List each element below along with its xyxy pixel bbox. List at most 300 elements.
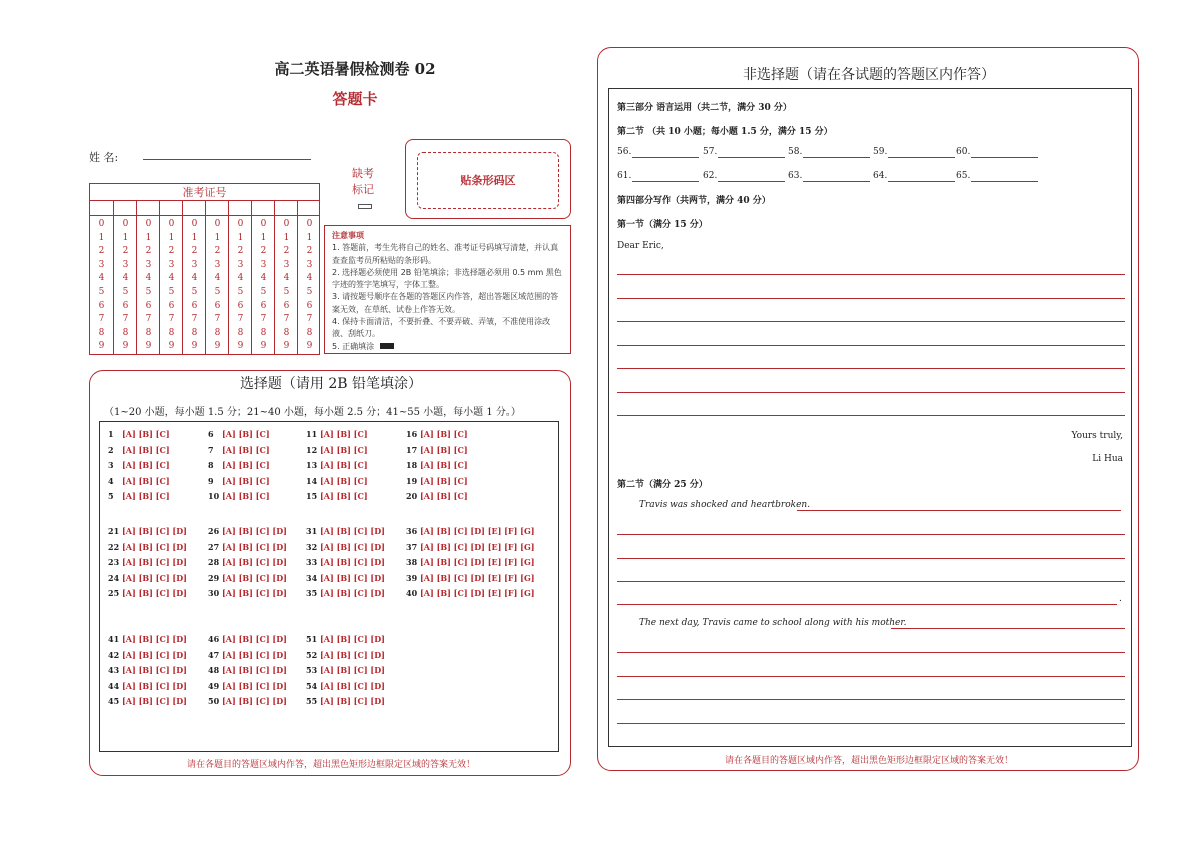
exam-id-digit-bubble[interactable]: 6 <box>191 300 198 311</box>
blank-number: 57. <box>703 147 718 157</box>
blank-answer-line[interactable] <box>971 157 1038 158</box>
exam-id-digit-bubble[interactable]: 1 <box>283 232 290 243</box>
mc-question-25[interactable] <box>108 588 187 598</box>
exam-id-digit-bubble[interactable]: 1 <box>122 232 129 243</box>
question-number: 4 <box>108 475 114 486</box>
sheet-subtitle: 答题卡 <box>332 90 378 108</box>
exam-id-digit-bubble[interactable]: 7 <box>237 314 244 325</box>
exam-id-digit-bubble[interactable]: 8 <box>237 327 244 338</box>
writing-line[interactable] <box>617 274 1125 275</box>
exam-id-digit-bubble[interactable]: 8 <box>168 327 175 338</box>
answer-bubbles[interactable]: [A] [B] [C] <box>122 475 170 486</box>
mc-question-37[interactable] <box>406 542 535 552</box>
answer-bubbles[interactable]: [A] [B] [C] [D] <box>320 572 385 583</box>
exam-id-digit-bubble[interactable]: 7 <box>168 314 175 325</box>
exam-id-digit-bubble[interactable]: 1 <box>260 232 267 243</box>
exam-id-digit-bubble[interactable]: 8 <box>283 327 290 338</box>
exam-id-digit-bubble[interactable]: 0 <box>306 219 313 229</box>
answer-bubbles[interactable]: [A] [B] [C] [D] <box>122 665 187 676</box>
exam-id-digit-bubble[interactable]: 9 <box>283 341 290 352</box>
exam-id-column <box>90 201 113 355</box>
exam-id-digit-bubble[interactable]: 9 <box>168 341 175 352</box>
exam-id-digit-bubble[interactable]: 1 <box>214 232 221 243</box>
question-number: 18 <box>406 460 418 471</box>
exam-id-digit-bubble[interactable]: 4 <box>145 273 152 284</box>
answer-bubbles[interactable]: [A] [B] [C] <box>320 475 368 486</box>
question-number: 28 <box>208 557 220 568</box>
answer-bubbles[interactable]: [A] [B] [C] [D] <box>320 541 385 552</box>
exam-id-digit-bubble[interactable]: 9 <box>122 341 129 352</box>
part4-heading: 第四部分写作（共两节，满分 40 分） <box>617 196 771 206</box>
exam-id-digit-bubble[interactable]: 3 <box>122 259 129 270</box>
exam-id-digit-bubble[interactable]: 6 <box>122 300 129 311</box>
answer-bubbles[interactable]: [A] [B] [C] <box>222 444 270 455</box>
exam-id-digit-bubble[interactable]: 6 <box>145 300 152 311</box>
mc-question-50[interactable] <box>208 696 287 706</box>
question-number: 55 <box>306 696 318 707</box>
mc-question-40[interactable] <box>406 588 535 598</box>
mc-question-43[interactable] <box>108 665 187 675</box>
mc-question-35[interactable] <box>306 588 385 598</box>
exam-id-column <box>205 201 228 355</box>
mc-question-9[interactable] <box>208 476 270 486</box>
exam-id-digit-bubble[interactable]: 7 <box>306 314 313 325</box>
mc-question-31[interactable] <box>306 526 385 536</box>
exam-id-digit-bubble[interactable]: 5 <box>122 287 129 297</box>
exam-id-digit-bubble[interactable]: 6 <box>237 300 244 311</box>
mc-question-47[interactable] <box>208 650 287 660</box>
exam-id-digit-bubble[interactable]: 2 <box>214 246 221 257</box>
answer-bubbles[interactable]: [A] [B] [C] [D] <box>320 680 385 691</box>
exam-id-digit-bubble[interactable]: 0 <box>98 219 105 229</box>
blank-answer-line[interactable] <box>888 157 955 158</box>
answer-bubbles[interactable]: [A] [B] [C] [D] <box>222 572 287 583</box>
answer-bubbles[interactable]: [A] [B] [C] <box>222 460 270 471</box>
mc-question-21[interactable] <box>108 526 187 536</box>
blank-number: 56. <box>617 147 632 157</box>
mc-question-53[interactable] <box>306 665 385 675</box>
exam-id-digit-bubble[interactable]: 0 <box>122 219 129 229</box>
exam-id-digit-bubble[interactable]: 8 <box>306 327 313 338</box>
answer-bubbles[interactable]: [A] [B] [C] [D] <box>320 588 385 599</box>
exam-id-digit-bubble[interactable]: 8 <box>260 327 267 338</box>
exam-id-digit-bubble[interactable]: 3 <box>191 259 198 270</box>
exam-id-digit-bubble[interactable]: 7 <box>283 314 290 325</box>
mc-question-51[interactable] <box>306 634 385 644</box>
mc-question-16[interactable] <box>406 429 468 439</box>
mc-question-7[interactable] <box>208 445 270 455</box>
exam-id-digit-bubble[interactable]: 4 <box>122 273 129 284</box>
ns-title: 非选择题（请在各试题的答题区内作答） <box>743 67 995 83</box>
exam-id-digit-bubble[interactable]: 5 <box>260 287 267 297</box>
exam-id-digit-bubble[interactable]: 2 <box>260 246 267 257</box>
answer-bubbles[interactable]: [A] [B] [C] [D] <box>222 665 287 676</box>
exam-id-digit-bubble[interactable]: 4 <box>306 273 313 284</box>
ns-warning: 请在各题目的答题区域内作答，超出黑色矩形边框限定区域的答案无效！ <box>724 756 1013 766</box>
question-number: 53 <box>306 665 318 676</box>
exam-id-digit-bubble[interactable]: 8 <box>145 327 152 338</box>
question-number: 10 <box>208 491 220 502</box>
notes-item: 4. 保持卡面清洁，不要折叠、不要弄破、弄皱，不准使用涂改液、刮纸刀。 <box>332 317 551 339</box>
exam-id-digit-bubble[interactable]: 6 <box>168 300 175 311</box>
exam-id-column <box>274 201 297 355</box>
exam-id-digit-bubble[interactable]: 1 <box>191 232 198 243</box>
answer-bubbles[interactable]: [A] [B] [C] <box>222 491 270 502</box>
exam-id-digit-bubble[interactable]: 3 <box>306 259 313 270</box>
para2-writing-line[interactable] <box>891 628 1125 629</box>
question-number: 32 <box>306 541 318 552</box>
mc-question-38[interactable] <box>406 557 535 567</box>
question-number: 52 <box>306 649 318 660</box>
answer-bubbles[interactable]: [A] [B] [C] [D] <box>222 541 287 552</box>
answer-bubbles[interactable]: [A] [B] [C] [D] <box>222 557 287 568</box>
barcode-label: 贴条形码区 <box>417 152 559 209</box>
blank-answer-line[interactable] <box>632 157 699 158</box>
writing-line[interactable] <box>617 558 1125 559</box>
answer-bubbles[interactable]: [A] [B] [C] [D] [E] [F] [G] <box>420 526 535 536</box>
exam-id-digit-bubble[interactable]: 3 <box>214 259 221 270</box>
exam-id-digit-bubble[interactable]: 0 <box>283 219 290 229</box>
exam-id-digit-bubble[interactable]: 8 <box>98 327 105 338</box>
exam-id-digit-bubble[interactable]: 1 <box>237 232 244 243</box>
exam-id-digit-bubble[interactable]: 4 <box>283 273 290 284</box>
exam-id-digit-bubble[interactable]: 3 <box>98 259 105 270</box>
exam-id-digit-bubble[interactable]: 9 <box>260 341 267 352</box>
mc-question-14[interactable] <box>306 476 368 486</box>
mc-question-49[interactable] <box>208 681 287 691</box>
question-number: 30 <box>208 588 220 599</box>
exam-id-digit-bubble[interactable]: 3 <box>168 259 175 270</box>
exam-id-digit-bubble[interactable]: 0 <box>260 219 267 229</box>
question-number: 22 <box>108 541 120 552</box>
answer-bubbles[interactable]: [A] [B] [C] [D] <box>222 634 287 644</box>
writing-line[interactable] <box>617 652 1125 653</box>
mc-question-10[interactable] <box>208 491 270 501</box>
writing-line[interactable] <box>617 581 1125 582</box>
exam-id-digit-bubble[interactable]: 5 <box>98 287 105 297</box>
notes-item-last <box>332 341 563 353</box>
question-number: 26 <box>208 526 220 536</box>
exam-id-digit-bubble[interactable]: 0 <box>168 219 175 229</box>
exam-id-digit-bubble[interactable]: 6 <box>283 300 290 311</box>
mc-question-12[interactable] <box>306 445 368 455</box>
exam-id-digit-bubble[interactable]: 4 <box>191 273 198 284</box>
mc-question-15[interactable] <box>306 491 368 501</box>
question-number: 27 <box>208 541 220 552</box>
answer-bubbles[interactable]: [A] [B] [C] <box>222 429 270 439</box>
exam-id-label: 准考证号 <box>90 184 319 201</box>
question-number: 9 <box>208 475 214 486</box>
question-number: 13 <box>306 460 318 471</box>
exam-id-digit-bubble[interactable]: 3 <box>237 259 244 270</box>
writing-line[interactable] <box>617 345 1125 346</box>
answer-bubbles[interactable]: [A] [B] [C] [D] <box>222 696 287 707</box>
answer-bubbles[interactable]: [A] [B] [C] [D] <box>320 696 385 707</box>
exam-id-digit-bubble[interactable]: 7 <box>145 314 152 325</box>
question-number: 46 <box>208 634 220 644</box>
barcode-area <box>405 139 571 219</box>
name-field[interactable] <box>143 159 311 160</box>
notes-item: 2. 选择题必须使用 2B 铅笔填涂；非选择题必须用 0.5 mm 黑色字迹的签字笔填写，字体工整。 <box>332 267 562 290</box>
mc-question-8[interactable] <box>208 460 270 470</box>
answer-bubbles[interactable]: [A] [B] [C] <box>122 491 170 502</box>
exam-id-digit-bubble[interactable]: 6 <box>306 300 313 311</box>
exam-id-digit-bubble[interactable]: 2 <box>306 246 313 257</box>
mc-question-36[interactable] <box>406 526 535 536</box>
mc-question-29[interactable] <box>208 573 287 583</box>
exam-id-digit-bubble[interactable]: 2 <box>122 246 129 257</box>
mc-question-39[interactable] <box>406 573 535 583</box>
mc-question-4[interactable] <box>108 476 170 486</box>
blank-answer-line[interactable] <box>632 181 699 182</box>
mc-question-3[interactable] <box>108 460 170 470</box>
notes-box <box>324 225 571 354</box>
writing-line[interactable] <box>617 321 1125 322</box>
question-number: 24 <box>108 572 120 583</box>
exam-id-digit-bubble[interactable]: 7 <box>122 314 129 325</box>
notes-item: 1. 答题前，考生先将自己的姓名、准考证号码填写清楚，并认真查查监考员所粘贴的条形码。 <box>332 243 559 265</box>
exam-id-digit-bubble[interactable]: 8 <box>191 327 198 338</box>
answer-bubbles[interactable]: [A] [B] [C] [D] <box>122 696 187 707</box>
writing-line[interactable] <box>617 604 1117 605</box>
question-number: 38 <box>406 557 418 568</box>
blank-answer-line[interactable] <box>718 181 785 182</box>
answer-bubbles[interactable]: [A] [B] [C] [D] <box>320 665 385 676</box>
mc-question-44[interactable] <box>108 681 187 691</box>
mc-question-52[interactable] <box>306 650 385 660</box>
mc-question-45[interactable] <box>108 696 187 706</box>
answer-bubbles[interactable]: [A] [B] [C] [D] <box>122 634 187 644</box>
exam-id-digit-bubble[interactable]: 1 <box>145 232 152 243</box>
blank-answer-line[interactable] <box>888 181 955 182</box>
mc-question-6[interactable] <box>208 429 270 439</box>
question-number: 2 <box>108 444 114 455</box>
exam-id-digit-bubble[interactable]: 5 <box>145 287 152 297</box>
mc-question-42[interactable] <box>108 650 187 660</box>
mc-question-55[interactable] <box>306 696 385 706</box>
exam-id-digit-bubble[interactable]: 4 <box>260 273 267 284</box>
answer-bubbles[interactable]: [A] [B] [C] [D] <box>222 649 287 660</box>
exam-id-digit-bubble[interactable]: 3 <box>283 259 290 270</box>
mc-question-30[interactable] <box>208 588 287 598</box>
question-number: 25 <box>108 588 120 599</box>
writing-line[interactable] <box>617 723 1125 724</box>
question-number: 43 <box>108 665 120 676</box>
multiple-choice-section <box>89 370 571 776</box>
exam-id-digit-bubble[interactable]: 4 <box>237 273 244 284</box>
answer-bubbles[interactable]: [A] [B] [C] [D] [E] [F] [G] <box>420 557 535 568</box>
name-label: 姓 名: <box>89 151 119 164</box>
exam-id-digit-bubble[interactable]: 0 <box>214 219 221 229</box>
exam-id-digit-bubble[interactable]: 9 <box>191 341 198 352</box>
mc-title: 选择题（请用 2B 铅笔填涂） <box>239 376 423 392</box>
blank-answer-line[interactable] <box>803 157 870 158</box>
answer-bubbles[interactable]: [A] [B] [C] [D] <box>122 526 187 536</box>
mc-question-1[interactable] <box>108 429 170 439</box>
mc-question-46[interactable] <box>208 634 287 644</box>
mc-question-26[interactable] <box>208 526 287 536</box>
writing-line[interactable] <box>617 298 1125 299</box>
writing-line[interactable] <box>617 415 1125 416</box>
answer-bubbles[interactable]: [A] [B] [C] [D] <box>122 649 187 660</box>
question-number: 45 <box>108 696 120 707</box>
exam-id-digit-bubble[interactable]: 1 <box>306 232 313 243</box>
exam-id-digit-bubble[interactable]: 8 <box>214 327 221 338</box>
writing-line[interactable] <box>617 368 1125 369</box>
mc-question-32[interactable] <box>306 542 385 552</box>
exam-id-digit-bubble[interactable]: 1 <box>98 232 105 243</box>
question-number: 12 <box>306 444 318 455</box>
answer-bubbles[interactable]: [A] [B] [C] <box>420 475 468 486</box>
answer-bubbles[interactable]: [A] [B] [C] [D] <box>320 557 385 568</box>
exam-id-digit-bubble[interactable]: 8 <box>122 327 129 338</box>
question-number: 11 <box>306 429 318 439</box>
mc-question-34[interactable] <box>306 573 385 583</box>
answer-bubbles[interactable]: [A] [B] [C] <box>420 429 468 439</box>
answer-bubbles[interactable]: [A] [B] [C] [D] <box>122 680 187 691</box>
answer-bubbles[interactable]: [A] [B] [C] <box>320 444 368 455</box>
exam-id-digit-bubble[interactable]: 4 <box>98 273 105 284</box>
question-number: 37 <box>406 541 418 552</box>
exam-id-digit-bubble[interactable]: 9 <box>145 341 152 352</box>
question-number: 8 <box>208 460 214 471</box>
answer-bubbles[interactable]: [A] [B] [C] [D] <box>320 634 385 644</box>
mc-question-11[interactable] <box>306 429 368 439</box>
closing: Yours truly, <box>1071 431 1123 441</box>
salutation: Dear Eric, <box>617 241 664 251</box>
mc-question-48[interactable] <box>208 665 287 675</box>
written-section <box>597 47 1139 771</box>
exam-id-digit-bubble[interactable]: 3 <box>260 259 267 270</box>
answer-bubbles[interactable]: [A] [B] [C] <box>420 444 468 455</box>
answer-bubbles[interactable]: [A] [B] [C] [D] <box>320 649 385 660</box>
answer-bubbles[interactable]: [A] [B] [C] <box>320 429 368 439</box>
question-number: 47 <box>208 649 220 660</box>
exam-id-digit-bubble[interactable]: 2 <box>168 246 175 257</box>
mc-question-17[interactable] <box>406 445 468 455</box>
exam-id-digit-bubble[interactable]: 9 <box>98 341 105 352</box>
exam-id-column <box>182 201 205 355</box>
exam-id-digit-bubble[interactable]: 6 <box>98 300 105 311</box>
answer-bubbles[interactable]: [A] [B] [C] [D] <box>222 680 287 691</box>
answer-bubbles[interactable]: [A] [B] [C] [D] <box>122 588 187 599</box>
mc-question-5[interactable] <box>108 491 170 501</box>
mc-question-33[interactable] <box>306 557 385 567</box>
writing-line[interactable] <box>617 392 1125 393</box>
answer-bubbles[interactable]: [A] [B] [C] <box>320 460 368 471</box>
exam-id-digit-bubble[interactable]: 5 <box>283 287 290 297</box>
mc-question-24[interactable] <box>108 573 187 583</box>
exam-id-digit-bubble[interactable]: 5 <box>214 287 221 297</box>
question-number: 36 <box>406 526 418 536</box>
writing-line[interactable] <box>617 699 1125 700</box>
answer-bubbles[interactable]: [A] [B] [C] <box>122 460 170 471</box>
answer-bubbles[interactable]: [A] [B] [C] <box>420 491 468 502</box>
sheet-title: 高二英语暑假检测卷 02 <box>274 60 436 78</box>
mc-question-41[interactable] <box>108 634 187 644</box>
blank-answer-line[interactable] <box>718 157 785 158</box>
answer-bubbles[interactable]: [A] [B] [C] <box>122 429 170 439</box>
fill-sample-mark <box>380 343 394 349</box>
exam-id-digit-bubble[interactable]: 2 <box>98 246 105 257</box>
question-number: 23 <box>108 557 120 568</box>
mc-answer-grid <box>99 421 559 752</box>
exam-id-column <box>297 201 320 355</box>
answer-bubbles[interactable]: [A] [B] [C] <box>222 475 270 486</box>
exam-id-digit-bubble[interactable]: 9 <box>237 341 244 352</box>
answer-bubbles[interactable]: [A] [B] [C] <box>320 491 368 502</box>
mc-question-27[interactable] <box>208 542 287 552</box>
mc-note: （1~20 小题，每小题 1.5 分；21~40 小题，每小题 2.5 分；41~55 小题，每小题 1 分。） <box>104 407 521 418</box>
answer-bubbles[interactable]: [A] [B] [C] [D] [E] [F] [G] <box>420 588 535 599</box>
exam-id-digit-bubble[interactable]: 6 <box>214 300 221 311</box>
exam-id-digit-bubble[interactable]: 2 <box>145 246 152 257</box>
exam-id-digit-bubble[interactable]: 6 <box>260 300 267 311</box>
writing-line[interactable] <box>617 534 1125 535</box>
sec2-heading: 第二节 （共 10 小题；每小题 1.5 分，满分 15 分） <box>617 127 833 137</box>
exam-id-digit-bubble[interactable]: 2 <box>283 246 290 257</box>
answer-bubbles[interactable]: [A] [B] [C] <box>420 460 468 471</box>
mc-question-2[interactable] <box>108 445 170 455</box>
exam-id-digit-bubble[interactable]: 7 <box>98 314 105 325</box>
exam-id-digit-bubble[interactable]: 5 <box>237 287 244 297</box>
exam-id-digit-bubble[interactable]: 2 <box>237 246 244 257</box>
exam-id-digit-bubble[interactable]: 9 <box>306 341 313 352</box>
mc-question-13[interactable] <box>306 460 368 470</box>
answer-bubbles[interactable]: [A] [B] [C] [D] <box>222 588 287 599</box>
exam-id-digit-bubble[interactable]: 3 <box>145 259 152 270</box>
exam-id-digit-bubble[interactable]: 4 <box>168 273 175 284</box>
exam-id-digit-bubble[interactable]: 2 <box>191 246 198 257</box>
mc-question-18[interactable] <box>406 460 468 470</box>
blank-number: 59. <box>873 147 888 157</box>
mc-question-23[interactable] <box>108 557 187 567</box>
para1-writing-line[interactable] <box>797 510 1121 511</box>
exam-id-digit-bubble[interactable]: 5 <box>168 287 175 297</box>
writing-line[interactable] <box>617 676 1125 677</box>
answer-bubbles[interactable]: [A] [B] [C] [D] <box>320 526 385 536</box>
answer-bubbles[interactable]: [A] [B] [C] [D] <box>122 541 187 552</box>
period-mark: . <box>1119 594 1122 604</box>
mc-question-19[interactable] <box>406 476 468 486</box>
blank-answer-line[interactable] <box>803 181 870 182</box>
exam-id-digit-bubble[interactable]: 7 <box>214 314 221 325</box>
answer-bubbles[interactable]: [A] [B] [C] [D] <box>122 557 187 568</box>
answer-bubbles[interactable]: [A] [B] [C] <box>122 444 170 455</box>
exam-id-digit-bubble[interactable]: 7 <box>260 314 267 325</box>
mc-question-54[interactable] <box>306 681 385 691</box>
exam-id-digit-bubble[interactable]: 0 <box>191 219 198 229</box>
mc-question-20[interactable] <box>406 491 468 501</box>
answer-bubbles[interactable]: [A] [B] [C] [D] <box>122 572 187 583</box>
exam-id-digit-bubble[interactable]: 5 <box>191 287 198 297</box>
exam-id-digit-bubble[interactable]: 4 <box>214 273 221 284</box>
mc-question-22[interactable] <box>108 542 187 552</box>
blank-answer-line[interactable] <box>971 181 1038 182</box>
exam-id-digit-bubble[interactable]: 9 <box>214 341 221 352</box>
exam-id-digit-bubble[interactable]: 1 <box>168 232 175 243</box>
answer-bubbles[interactable]: [A] [B] [C] [D] [E] [F] [G] <box>420 572 535 583</box>
exam-id-digit-bubble[interactable]: 0 <box>145 219 152 229</box>
exam-id-digit-bubble[interactable]: 7 <box>191 314 198 325</box>
exam-id-digit-bubble[interactable]: 5 <box>306 287 313 297</box>
answer-bubbles[interactable]: [A] [B] [C] [D] <box>222 526 287 536</box>
answer-bubbles[interactable]: [A] [B] [C] [D] [E] [F] [G] <box>420 541 535 552</box>
mc-question-28[interactable] <box>208 557 287 567</box>
question-number: 16 <box>406 429 418 439</box>
absent-checkbox[interactable] <box>358 204 372 209</box>
exam-id-digit-bubble[interactable]: 0 <box>237 219 244 229</box>
